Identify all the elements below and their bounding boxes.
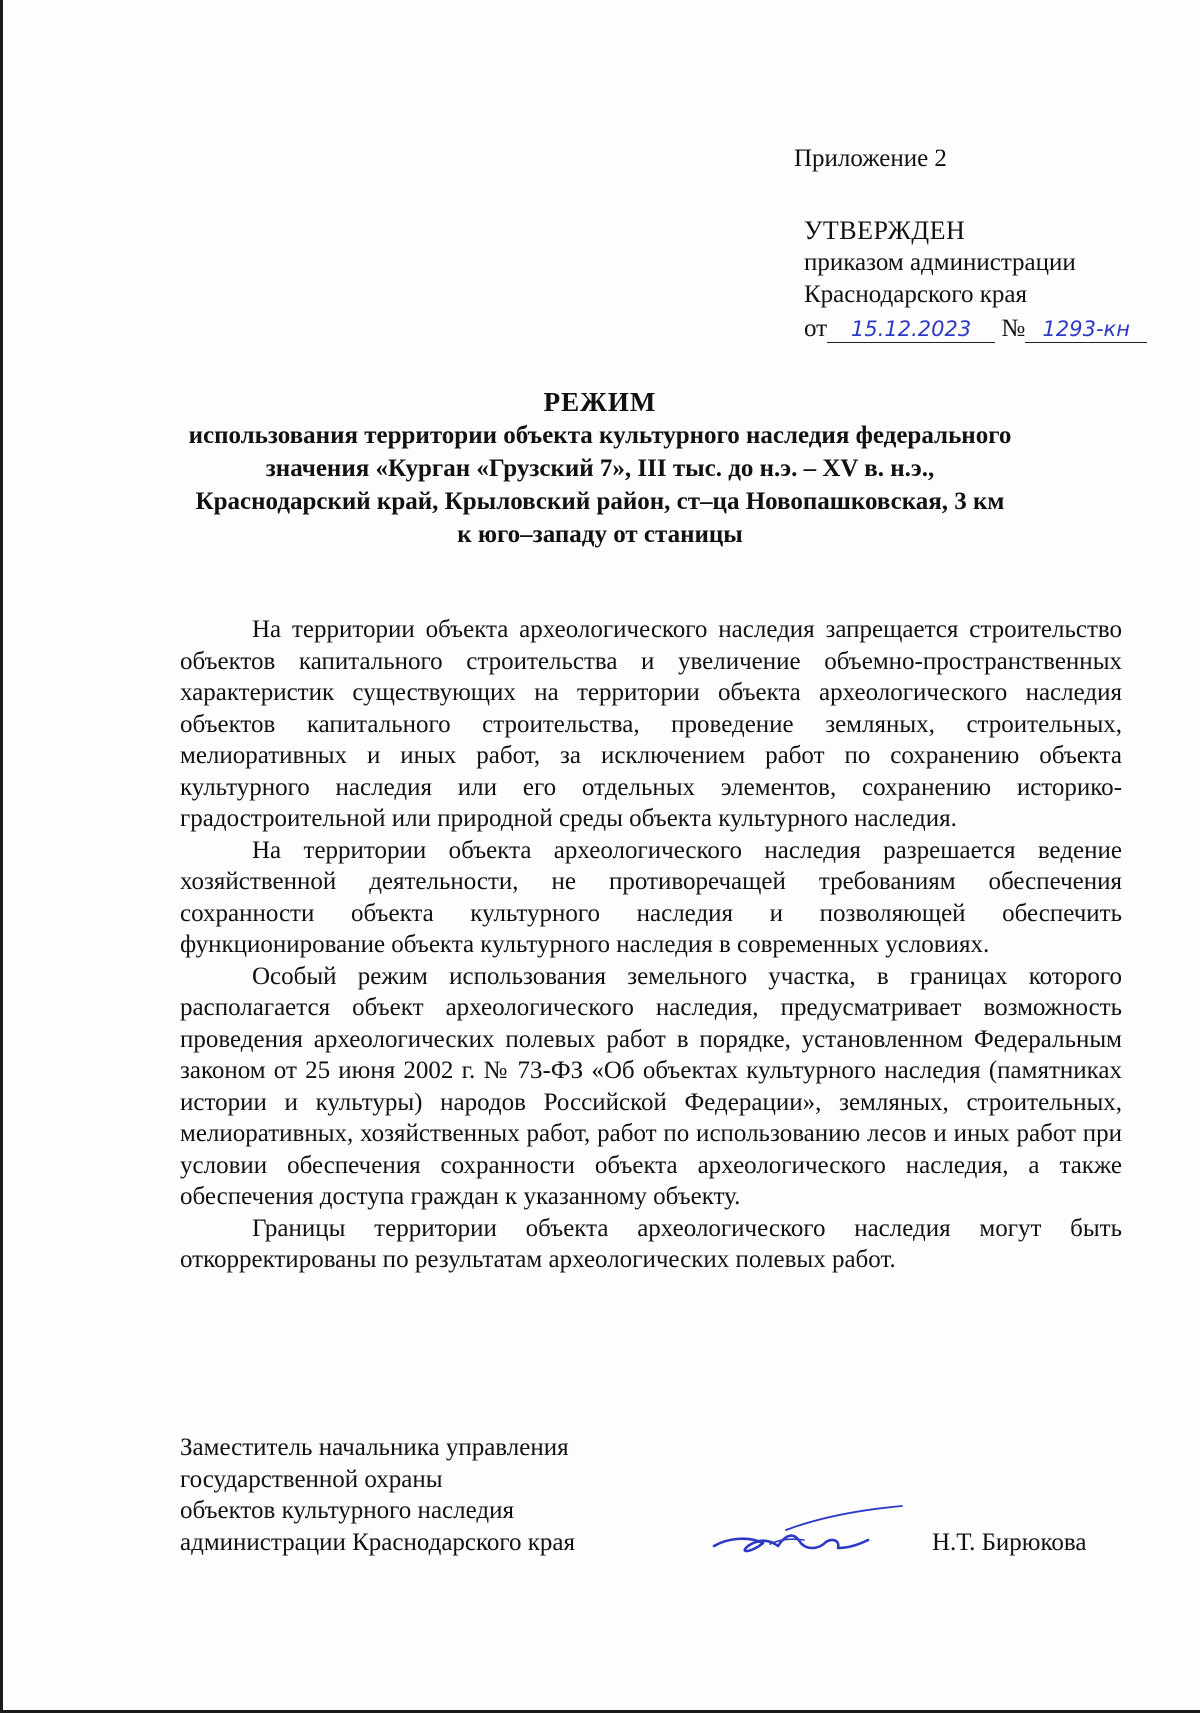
appendix-label: Приложение 2 (794, 145, 947, 172)
subtitle-line-4: к юго–западу от станицы (457, 521, 743, 548)
subtitle-line-2: значения «Курган «Грузский 7», III тыс. до н.э. – XV в. н.э., (265, 455, 935, 482)
scan-edge-left (0, 0, 3, 1713)
position-line-4: администрации Краснодарского края (180, 1528, 576, 1556)
paragraph-special-regime: Особый режим использования земельного участка, в границах которого располагается объект археологического наследия, предусматривает возможность проведения археологических полевых работ в порядке, установленном Федеральным законом от 25 июня 2002 г. № 73-ФЗ «Об объектах культурного наследия (памятниках истории и культуры) народов Российской Федерации», земляных, строительных, мелиоративных, хозяйственных работ, работ по использованию лесов и иных работ при условии обеспечения сохранности объекта археологического наследия, а также обеспечения доступа граждан к указанному объекту. (180, 962, 1122, 1210)
order-date-number-line (804, 313, 1147, 345)
approval-stamp-block (804, 215, 1147, 345)
document-title-block (100, 385, 1100, 551)
subtitle-line-3: Краснодарский край, Крыловский район, ст–ца Новопашковская, 3 км (195, 488, 1005, 515)
paragraph-permitted-activity: На территории объекта археологического наследия разрешается ведение хозяйственной деятельности, не противоречащей требованиям обеспечения сохранности объекта культурного наследия и позволяющей обеспечить функционирование объекта культурного наследия в современных условиях. (180, 836, 1122, 958)
position-line-2: государственной охраны (180, 1465, 443, 1493)
signature-block (180, 1432, 1120, 1572)
position-line-1: Заместитель начальника управления (180, 1434, 569, 1461)
document-title: РЕЖИМ (543, 387, 657, 417)
approved-heading: УТВЕРЖДЕН (804, 216, 966, 245)
handwritten-number: 1293-кн (1025, 316, 1147, 343)
document-body (180, 614, 1122, 1276)
paragraph-prohibitions: На территории объекта археологического наследия запрещается строительство объектов капитального строительства и увеличение объемно-пространственных характеристик существующих на территории объекта археологического наследия объектов капитального строительства, проведение земляных, строительных, мелиоративных и иных работ, за исключением работ по сохранению объекта культурного наследия или его отдельных элементов, сохранению историко-градостроительной или природной среды объекта культурного наследия. (180, 616, 1122, 832)
approval-line-2: Краснодарского края (804, 281, 1027, 308)
position-line-3: объектов культурного наследия (180, 1497, 514, 1524)
document-subtitle (100, 419, 1100, 551)
handwritten-signature (708, 1488, 908, 1568)
approval-line-1: приказом администрации (804, 249, 1076, 276)
signer-position (180, 1432, 575, 1558)
number-prefix: № (1001, 315, 1026, 342)
signer-name: Н.Т. Бирюкова (932, 1528, 1087, 1556)
date-prefix: от (804, 315, 828, 342)
paragraph-boundaries: Границы территории объекта археологического наследия могут быть откорректированы по результатам археологических полевых работ. (180, 1214, 1122, 1273)
handwritten-date: 15.12.2023 (827, 316, 995, 343)
subtitle-line-1: использования территории объекта культурного наследия федерального (188, 422, 1012, 449)
